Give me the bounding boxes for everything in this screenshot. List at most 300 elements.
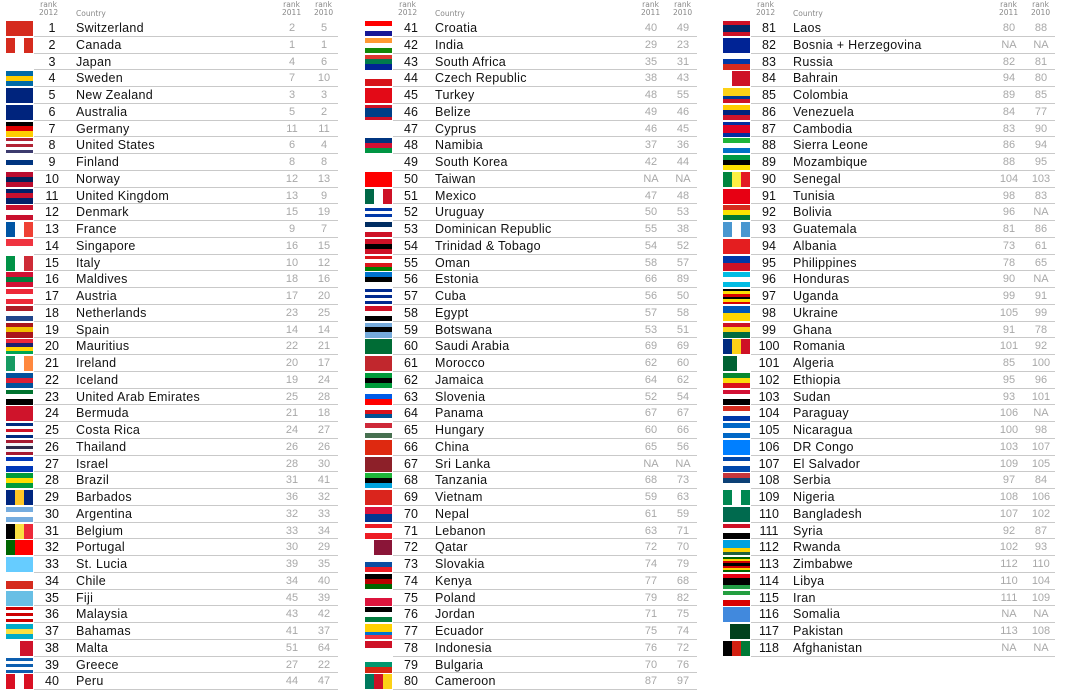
flag-icon bbox=[365, 272, 392, 287]
table-row bbox=[723, 590, 1055, 607]
header-country: Country bbox=[435, 9, 465, 18]
flag-stripe bbox=[723, 440, 750, 455]
flag-stripe bbox=[365, 155, 392, 170]
table-row bbox=[6, 121, 338, 138]
rank-2010: 104 bbox=[1031, 574, 1051, 587]
table-row bbox=[6, 204, 338, 221]
flag-stripe bbox=[723, 71, 732, 86]
flag-stripe bbox=[723, 641, 732, 656]
country-name: Jordan bbox=[435, 607, 476, 622]
rank-2012: 43 bbox=[404, 54, 418, 69]
rank-2011: 70 bbox=[644, 658, 658, 671]
country-name: Denmark bbox=[76, 205, 129, 220]
rank-2011: 65 bbox=[644, 440, 658, 453]
flag-stripe bbox=[723, 189, 750, 204]
table-row bbox=[723, 87, 1055, 104]
flag-icon bbox=[723, 574, 750, 589]
rank-2012: 5 bbox=[48, 88, 56, 102]
flag-stripe bbox=[723, 490, 732, 505]
flag-stripe bbox=[365, 249, 392, 254]
flag-stripe bbox=[723, 383, 750, 388]
rank-2011: 46 bbox=[644, 122, 658, 135]
rank-2010: 23 bbox=[676, 38, 690, 51]
rank-2011: 97 bbox=[1002, 474, 1016, 487]
flag-icon bbox=[723, 138, 750, 153]
flag-stripe bbox=[723, 172, 732, 187]
country-name: Qatar bbox=[435, 540, 468, 555]
table-row bbox=[365, 506, 697, 523]
rank-2010: 69 bbox=[676, 340, 690, 353]
rank-2011: 29 bbox=[644, 38, 658, 51]
rank-2011: 26 bbox=[285, 440, 299, 453]
flag-stripe bbox=[365, 648, 392, 656]
rank-2012: 45 bbox=[404, 88, 418, 102]
flag-icon bbox=[723, 490, 750, 505]
flag-stripe bbox=[365, 383, 392, 388]
flag-stripe bbox=[365, 79, 392, 87]
flag-stripe bbox=[383, 540, 392, 555]
rank-2012: 53 bbox=[404, 222, 418, 236]
table-row bbox=[365, 673, 697, 690]
rank-2012: 80 bbox=[404, 674, 418, 689]
flag-stripe bbox=[6, 165, 33, 170]
flag-icon bbox=[723, 624, 750, 639]
country-name: United States bbox=[76, 138, 155, 153]
rank-2010: 41 bbox=[317, 474, 331, 487]
rank-2010: 106 bbox=[1031, 491, 1051, 503]
table-row bbox=[723, 305, 1055, 322]
header-rank-2011: rank 2011 bbox=[999, 0, 1019, 17]
flag-stripe bbox=[365, 232, 392, 237]
flag-stripe bbox=[365, 433, 392, 438]
flag-stripe bbox=[15, 674, 24, 689]
rank-2011: 61 bbox=[644, 507, 658, 520]
rank-2011: 52 bbox=[644, 390, 658, 403]
flag-icon bbox=[365, 624, 392, 639]
flag-stripe bbox=[723, 433, 750, 438]
rank-2010: 97 bbox=[676, 675, 690, 688]
table-row bbox=[6, 472, 338, 489]
rank-2012: 82 bbox=[762, 37, 776, 52]
table-row bbox=[6, 439, 338, 456]
flag-stripe bbox=[365, 584, 392, 589]
rank-2011: 5 bbox=[288, 105, 296, 118]
rank-2011: 38 bbox=[644, 72, 658, 85]
rank-2012: 85 bbox=[762, 88, 776, 102]
table-row bbox=[723, 338, 1055, 355]
flag-icon bbox=[6, 155, 33, 170]
rank-2010: NA bbox=[1033, 38, 1049, 51]
rank-2011: 13 bbox=[285, 189, 299, 202]
table-row bbox=[723, 506, 1055, 523]
flag-icon bbox=[365, 591, 392, 606]
flag-icon bbox=[6, 122, 33, 137]
flag-icon bbox=[723, 239, 750, 254]
flag-icon bbox=[723, 524, 750, 539]
rank-2012: 63 bbox=[404, 389, 418, 404]
rank-2012: 70 bbox=[404, 506, 418, 521]
flag-stripe bbox=[24, 356, 33, 371]
country-name: Slovenia bbox=[435, 389, 486, 404]
table-row bbox=[365, 70, 697, 87]
rank-2011: 71 bbox=[644, 608, 658, 621]
rank-2011: NA bbox=[1001, 38, 1017, 51]
rank-2012: 26 bbox=[45, 439, 59, 454]
country-name: Dominican Republic bbox=[435, 222, 552, 236]
rank-2012: 3 bbox=[48, 54, 56, 69]
country-name: South Africa bbox=[435, 54, 507, 69]
flag-stripe bbox=[365, 567, 392, 572]
flag-icon bbox=[365, 138, 392, 153]
flag-stripe bbox=[6, 406, 33, 421]
flag-icon bbox=[723, 272, 750, 287]
rank-2012: 60 bbox=[404, 339, 418, 354]
rank-2012: 105 bbox=[758, 423, 780, 437]
rank-2010: 63 bbox=[676, 491, 690, 503]
rank-2011: 90 bbox=[1002, 273, 1016, 286]
rank-2012: 74 bbox=[404, 573, 418, 588]
flag-icon bbox=[6, 507, 33, 522]
table-row bbox=[6, 188, 338, 205]
table-row bbox=[365, 355, 697, 372]
country-name: Poland bbox=[435, 590, 476, 605]
rank-2012: 10 bbox=[45, 171, 59, 186]
rank-2010: 40 bbox=[317, 574, 331, 587]
rank-2011: 55 bbox=[644, 223, 658, 235]
table-row bbox=[723, 154, 1055, 171]
flag-icon bbox=[723, 423, 750, 438]
flag-stripe bbox=[723, 507, 750, 522]
country-name: Venezuela bbox=[793, 104, 855, 119]
flag-stripe bbox=[6, 641, 20, 656]
rank-2010: 70 bbox=[676, 541, 690, 554]
rank-2011: 93 bbox=[1002, 390, 1016, 403]
rank-2010: 26 bbox=[317, 440, 331, 453]
rank-2012: 75 bbox=[404, 590, 418, 605]
country-name: Ireland bbox=[76, 356, 117, 370]
rank-2012: 28 bbox=[45, 473, 59, 488]
country-name: Nigeria bbox=[793, 490, 835, 504]
rank-2012: 25 bbox=[45, 423, 59, 437]
rank-2010: 108 bbox=[1031, 625, 1051, 637]
rank-2010: 64 bbox=[317, 641, 331, 654]
flag-stripe bbox=[24, 256, 33, 271]
flag-icon bbox=[6, 373, 33, 388]
country-name: India bbox=[435, 37, 464, 52]
flag-stripe bbox=[723, 38, 750, 53]
flag-stripe bbox=[365, 332, 392, 337]
flag-icon bbox=[723, 390, 750, 405]
flag-stripe bbox=[6, 383, 33, 388]
country-name: Slovakia bbox=[435, 557, 485, 571]
flag-stripe bbox=[723, 332, 750, 337]
rank-2010: 78 bbox=[1034, 323, 1048, 336]
rank-2011: 74 bbox=[644, 558, 658, 570]
flag-icon bbox=[6, 574, 33, 589]
table-row bbox=[365, 573, 697, 590]
rank-2012: 23 bbox=[45, 389, 59, 404]
flag-icon bbox=[6, 256, 33, 271]
table-row bbox=[6, 355, 338, 372]
rank-2012: 8 bbox=[48, 138, 56, 153]
flag-icon bbox=[6, 222, 33, 237]
flag-stripe bbox=[6, 299, 33, 304]
country-name: Sweden bbox=[76, 71, 123, 86]
table-row bbox=[365, 556, 697, 573]
rank-2012: 83 bbox=[762, 54, 776, 69]
rank-2012: 114 bbox=[759, 573, 779, 588]
flag-stripe bbox=[723, 306, 750, 314]
table-row bbox=[723, 439, 1055, 456]
rank-2012: 109 bbox=[758, 490, 780, 504]
flag-stripe bbox=[723, 302, 750, 305]
flag-icon bbox=[6, 289, 33, 304]
rank-2010: 89 bbox=[676, 273, 690, 286]
country-name: Turkey bbox=[435, 88, 475, 102]
flag-stripe bbox=[723, 115, 750, 120]
rank-2010: NA bbox=[675, 172, 691, 185]
rank-2012: 22 bbox=[45, 372, 59, 387]
rank-2012: 16 bbox=[45, 272, 59, 287]
rank-2012: 44 bbox=[404, 71, 418, 86]
rank-2011: 56 bbox=[644, 290, 658, 302]
rank-2012: 108 bbox=[758, 473, 780, 488]
country-name: Portugal bbox=[76, 540, 125, 555]
table-row bbox=[365, 271, 697, 288]
rank-2010: 76 bbox=[676, 658, 690, 671]
flag-icon bbox=[6, 440, 33, 455]
table-row bbox=[6, 372, 338, 389]
rank-2011: 18 bbox=[285, 273, 299, 286]
flag-icon bbox=[6, 239, 33, 254]
flag-stripe bbox=[6, 55, 33, 70]
table-row bbox=[6, 422, 338, 439]
flag-stripe bbox=[6, 21, 33, 36]
table-row bbox=[365, 137, 697, 154]
rank-2010: 47 bbox=[317, 675, 331, 688]
country-name: Argentina bbox=[76, 506, 133, 521]
country-name: Bosnia + Herzegovina bbox=[793, 37, 922, 52]
rank-2011: 31 bbox=[285, 474, 299, 487]
rank-2011: 22 bbox=[285, 340, 299, 353]
rank-2011: 50 bbox=[644, 206, 658, 219]
rank-2012: 61 bbox=[404, 356, 418, 370]
country-name: Norway bbox=[76, 171, 121, 186]
flag-icon bbox=[6, 607, 33, 622]
table-row bbox=[6, 506, 338, 523]
flag-icon bbox=[723, 323, 750, 338]
table-row bbox=[6, 623, 338, 640]
table-row bbox=[365, 606, 697, 623]
flag-icon bbox=[723, 607, 750, 622]
rank-2011: 77 bbox=[644, 574, 658, 587]
table-row bbox=[365, 188, 697, 205]
flag-icon bbox=[6, 323, 33, 338]
rank-2010: 42 bbox=[317, 608, 331, 621]
country-name: Uganda bbox=[793, 289, 839, 303]
flag-icon bbox=[6, 423, 33, 438]
flag-icon bbox=[6, 205, 33, 220]
table-row bbox=[365, 171, 697, 188]
rank-2010: 67 bbox=[676, 407, 690, 420]
flag-icon bbox=[365, 607, 392, 622]
country-name: Laos bbox=[793, 21, 822, 35]
rank-2012: 89 bbox=[762, 155, 776, 169]
rank-2012: 78 bbox=[404, 640, 418, 655]
rank-2010: 85 bbox=[1034, 89, 1048, 101]
flag-stripe bbox=[15, 222, 24, 237]
rank-2012: 113 bbox=[759, 557, 779, 571]
table-row bbox=[723, 54, 1055, 71]
header-rank-2012: rank 2012 bbox=[398, 0, 418, 17]
flag-stripe bbox=[723, 483, 750, 488]
rank-2011: 49 bbox=[644, 105, 658, 118]
country-name: Italy bbox=[76, 255, 101, 270]
rank-2010: 80 bbox=[1034, 72, 1048, 85]
flag-icon bbox=[723, 222, 750, 237]
flag-stripe bbox=[741, 172, 750, 187]
rank-2012: 37 bbox=[45, 624, 59, 638]
rank-2012: 20 bbox=[45, 339, 59, 354]
rank-2012: 77 bbox=[404, 624, 418, 638]
table-row bbox=[723, 255, 1055, 272]
flag-stripe bbox=[365, 122, 392, 137]
country-name: Nicaragua bbox=[793, 423, 853, 437]
flag-stripe bbox=[723, 222, 732, 237]
rank-2010: 68 bbox=[676, 574, 690, 587]
country-name: St. Lucia bbox=[76, 557, 128, 571]
ranking-column-3 bbox=[723, 0, 1055, 657]
rank-2012: 50 bbox=[404, 171, 418, 186]
flag-stripe bbox=[6, 38, 15, 53]
table-row bbox=[365, 657, 697, 674]
rank-2012: 2 bbox=[48, 37, 56, 52]
flag-stripe bbox=[365, 117, 392, 120]
country-name: Ethiopia bbox=[793, 372, 841, 387]
rank-2010: 44 bbox=[676, 156, 690, 168]
table-row bbox=[723, 489, 1055, 506]
country-name: Cyprus bbox=[435, 121, 477, 136]
flag-stripe bbox=[732, 641, 741, 656]
rank-2011: 10 bbox=[285, 256, 299, 269]
rank-2011: 72 bbox=[644, 541, 658, 554]
flag-stripe bbox=[6, 435, 33, 438]
table-row bbox=[723, 623, 1055, 640]
country-name: Cuba bbox=[435, 289, 467, 303]
country-name: Albania bbox=[793, 238, 837, 253]
flag-icon bbox=[723, 189, 750, 204]
rank-2011: 62 bbox=[644, 357, 658, 369]
rank-2012: 100 bbox=[758, 339, 780, 354]
rank-2011: 19 bbox=[285, 373, 299, 386]
flag-icon bbox=[365, 406, 392, 421]
rank-2011: 21 bbox=[285, 407, 299, 420]
flag-icon bbox=[6, 88, 33, 103]
table-row bbox=[6, 137, 338, 154]
rank-2012: 68 bbox=[404, 473, 418, 488]
rank-2011: 28 bbox=[285, 457, 299, 470]
rank-2011: NA bbox=[1001, 641, 1017, 654]
flag-icon bbox=[365, 122, 392, 137]
flag-stripe bbox=[741, 339, 750, 354]
flag-icon bbox=[6, 55, 33, 70]
rank-2011: 25 bbox=[285, 390, 299, 403]
flag-icon bbox=[6, 21, 33, 36]
rank-2012: 66 bbox=[404, 439, 418, 454]
rank-2011: 48 bbox=[644, 89, 658, 101]
rank-2012: 81 bbox=[762, 21, 776, 35]
flag-stripe bbox=[6, 332, 33, 337]
country-name: Netherlands bbox=[76, 305, 147, 320]
header-rank-2011: rank 2011 bbox=[641, 0, 661, 17]
rank-2011: 34 bbox=[285, 574, 299, 587]
rank-2012: 92 bbox=[762, 205, 776, 220]
flag-icon bbox=[723, 205, 750, 220]
rank-2010: 14 bbox=[317, 323, 331, 336]
country-name: Trinidad & Tobago bbox=[435, 238, 541, 253]
country-name: Sri Lanka bbox=[435, 456, 491, 471]
country-name: Afghanistan bbox=[793, 640, 863, 655]
rank-2011: 84 bbox=[1002, 105, 1016, 118]
rank-2010: 9 bbox=[320, 189, 328, 202]
rank-2011: 109 bbox=[999, 457, 1019, 470]
rank-2010: 109 bbox=[1031, 591, 1051, 604]
row-divider bbox=[393, 689, 697, 690]
flag-stripe bbox=[383, 189, 392, 204]
rank-2011: 47 bbox=[644, 189, 658, 202]
rank-2011: 112 bbox=[1000, 558, 1018, 570]
rank-2010: 93 bbox=[1034, 541, 1048, 554]
flag-stripe bbox=[6, 351, 33, 355]
flag-icon bbox=[6, 473, 33, 488]
rank-2012: 46 bbox=[404, 104, 418, 119]
flag-icon bbox=[723, 38, 750, 53]
flag-stripe bbox=[6, 81, 33, 86]
flag-icon bbox=[365, 205, 392, 220]
flag-icon bbox=[723, 289, 750, 304]
flag-icon bbox=[365, 38, 392, 53]
table-row bbox=[723, 171, 1055, 188]
table-row bbox=[6, 87, 338, 104]
table-row bbox=[6, 657, 338, 674]
country-name: El Salvador bbox=[793, 456, 861, 471]
rank-2011: 6 bbox=[288, 139, 296, 152]
rank-2011: 15 bbox=[285, 206, 299, 219]
flag-icon bbox=[723, 122, 750, 137]
country-name: Mauritius bbox=[76, 339, 130, 354]
flag-stripe bbox=[6, 517, 33, 522]
flag-stripe bbox=[365, 540, 374, 555]
rank-2010: 55 bbox=[676, 89, 690, 101]
country-name: Bangladesh bbox=[793, 506, 863, 521]
flag-stripe bbox=[723, 533, 750, 538]
rank-2011: 33 bbox=[285, 524, 299, 537]
rank-2011: 91 bbox=[1002, 323, 1016, 336]
country-name: Hungary bbox=[435, 423, 485, 437]
rank-2012: 62 bbox=[404, 372, 418, 387]
rank-2010: 60 bbox=[676, 357, 690, 369]
table-row bbox=[723, 20, 1055, 37]
flag-stripe bbox=[6, 198, 33, 203]
rank-2011: 103 bbox=[999, 440, 1019, 453]
rank-2012: 12 bbox=[45, 205, 59, 220]
rank-2010: 51 bbox=[676, 323, 690, 336]
rank-2011: 78 bbox=[1002, 256, 1016, 269]
rank-2011: 40 bbox=[644, 22, 658, 34]
flag-stripe bbox=[6, 540, 15, 555]
flag-icon bbox=[6, 457, 33, 472]
flag-stripe bbox=[723, 148, 750, 153]
